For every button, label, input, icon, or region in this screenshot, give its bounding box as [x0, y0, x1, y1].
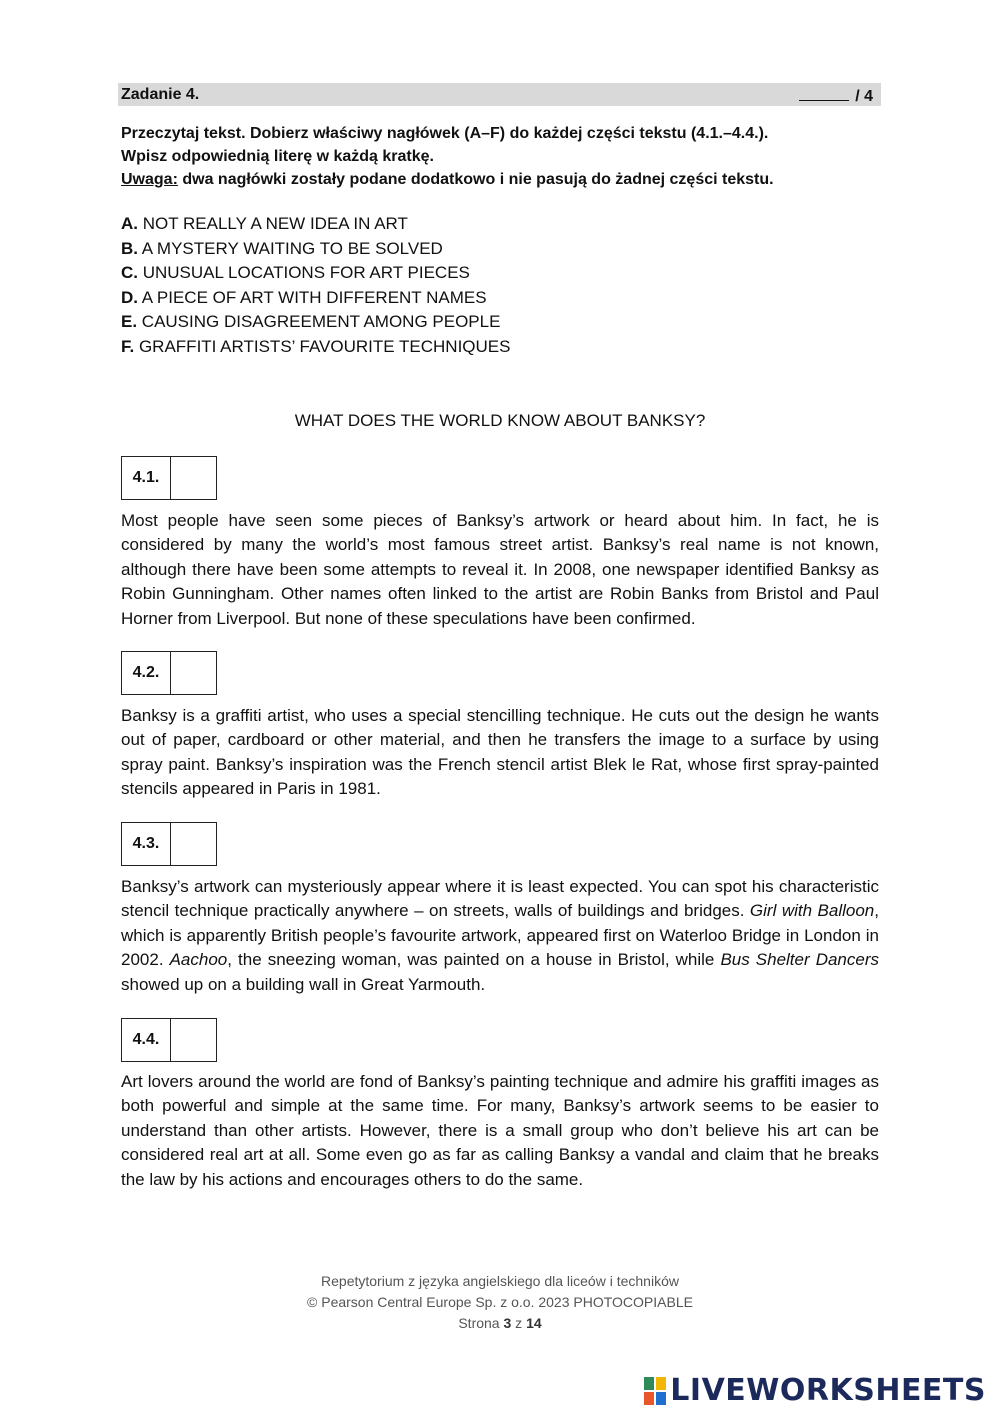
article-title: WHAT DOES THE WORLD KNOW ABOUT BANKSY? [294, 411, 706, 430]
section-4-2-box [121, 651, 217, 695]
heading-option: A. NOT REALLY A NEW IDEA IN ART [121, 214, 408, 233]
section-4-4-text: Art lovers around the world are fond of Banksy’s painting technique and admire his graffiti images as both powerful and simple at the same time. For many, Banksy’s artwork seems to be easier to understand than other artists. However, there is a small group who don’t believe his art can be considered real art at all. Some even go as far as calling Banksy a vandal and claim that he breaks the law by his actions and encourages others to do the same. [121, 1072, 879, 1189]
section-4-1-box [121, 456, 217, 500]
footer-copyright: © Pearson Central Europe Sp. z o.o. 2023 PHOTOCOPIABLE [307, 1294, 693, 1310]
instruction-line-2: Wpisz odpowiednią literę w każdą kratkę. [121, 148, 434, 165]
answer-box-4-4[interactable] [171, 1019, 216, 1061]
artwork-title: Girl with Balloon [749, 901, 875, 921]
section-4-1-text: Most people have seen some pieces of Banksy’s artwork or heard about him. In fact, he is considered by many the world’s most famous street artist. Banksy’s real name is not known, although there have been some attempts to reveal it. In 2008, one newspaper identified Banksy as Robin Gunningham. Other names often linked to the artist are Robin Banks from Bristol and Paul Horner from Liverpool. But none of these speculations have been confirmed. [121, 511, 879, 628]
instruction-note [121, 168, 891, 191]
headings-list [121, 212, 510, 359]
artwork-title: Bus Shelter Dancers [720, 950, 879, 970]
note-label: Uwaga: [121, 171, 178, 188]
section-number: 4.4. [122, 1019, 171, 1061]
task-header [118, 83, 881, 106]
task-title: Zadanie 4. [121, 86, 200, 103]
liveworksheets-logo-icon [644, 1377, 666, 1405]
section-number: 4.3. [122, 823, 171, 865]
answer-box-4-3[interactable] [171, 823, 216, 865]
heading-option: D. A PIECE OF ART WITH DIFFERENT NAMES [121, 287, 487, 307]
score-blank[interactable] [799, 86, 849, 101]
section-4-4-box [121, 1018, 217, 1062]
score-field [799, 86, 873, 106]
answer-box-4-2[interactable] [171, 652, 216, 694]
instruction-line-1: Przeczytaj tekst. Dobierz właściwy nagłówek (A–F) do każdej części tekstu (4.1.–4.4.). [121, 125, 769, 142]
answer-box-4-1[interactable] [171, 457, 216, 499]
liveworksheets-logo [644, 1373, 986, 1408]
heading-option: B. A MYSTERY WAITING TO BE SOLVED [121, 238, 443, 258]
section-4-3-box [121, 822, 217, 866]
page-footer [0, 1271, 1000, 1334]
score-max: / 4 [855, 88, 873, 105]
page-number: Strona 3 z 14 [458, 1315, 542, 1331]
artwork-title: Aachoo [169, 950, 228, 970]
section-number: 4.2. [122, 652, 171, 694]
section-4-3-text: Banksy’s artwork can mysteriously appear where it is least expected. You can spot his characteristic stencil technique practically anywhere – on streets, walls of buildings and bridges. Girl with Balloon, which is apparently British people’s favourite artwork, appeared first on Waterloo Bridge in London in 2002. Aachoo, the sneezing woman, was painted on a house in Bristol, while Bus Shelter Dancers showed up on a building wall in Great Yarmouth. [121, 877, 879, 994]
section-4-2-text: Banksy is a graffiti artist, who uses a special stencilling technique. He cuts out the design he wants out of paper, cardboard or other material, and then he transfers the image to a surface by using spray paint. Banksy’s inspiration was the French stencil artist Blek le Rat, whose first spray-painted stencils appeared in Paris in 1981. [121, 706, 879, 799]
heading-option: E. CAUSING DISAGREEMENT AMONG PEOPLE [121, 312, 501, 331]
instructions [121, 122, 891, 191]
logo-text: LIVEWORKSHEETS [670, 1373, 986, 1408]
note-text: dwa nagłówki zostały podane dodatkowo i nie pasują do żadnej części tekstu. [177, 171, 774, 188]
heading-option: F. GRAFFITI ARTISTS’ FAVOURITE TECHNIQUES [121, 336, 511, 356]
footer-book-title: Repetytorium z języka angielskiego dla liceów i techników [321, 1273, 679, 1289]
heading-option: C. UNUSUAL LOCATIONS FOR ART PIECES [121, 263, 470, 282]
section-number: 4.1. [122, 457, 171, 499]
